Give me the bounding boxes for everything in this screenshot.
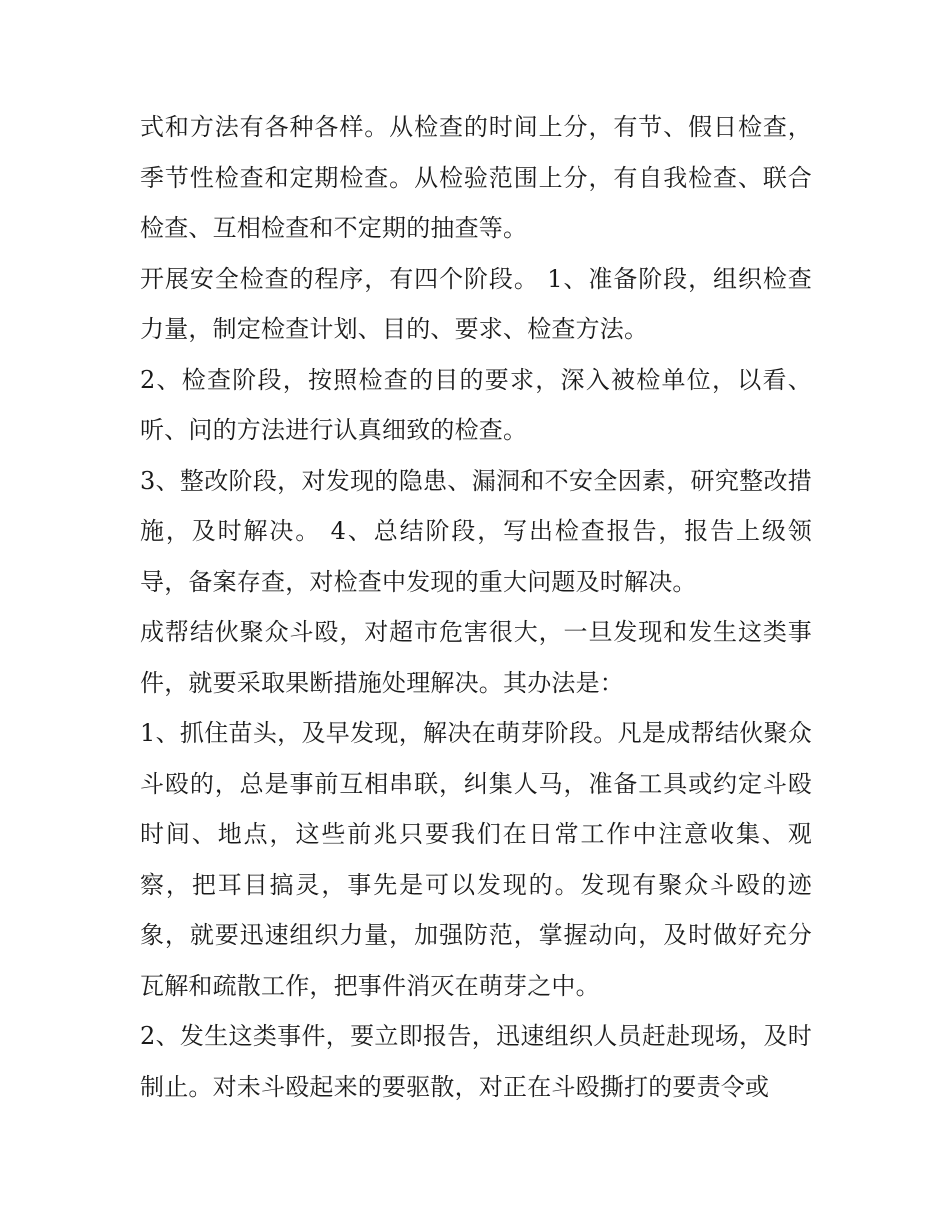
paragraph-early-detection: 1、抓住苗头，及早发现，解决在萌芽阶段。凡是成帮结伙聚众斗殴的，总是事前互相串联，纠集人马，准备工具或约定斗殴时间、地点，这些前兆只要我们在日常工作中注意收集、观察，把耳目搞灵，事先是可以发现的。发现有聚众斗殴的迹象，就要迅速组织力量，加强防范，掌握动向，及时做好充分瓦解和疏散工作，把事件消灭在萌芽之中。: [140, 719, 812, 1000]
paragraph-rectification-stage: 3、整改阶段，对发现的隐患、漏洞和不安全因素，研究整改措施，及时解决。 4、总结阶段，写出检查报告，报告上级领导，备案存查，对检查中发现的重大问题及时解决。: [140, 466, 812, 596]
document-body: [140, 102, 812, 1112]
paragraph-report-and-stop: 2、发生这类事件，要立即报告，迅速组织人员赶赴现场，及时制止。对未斗殴起来的要驱散，对正在斗殴撕打的要责令或: [140, 1022, 812, 1101]
paragraph-inspection-methods: 式和方法有各种各样。从检查的时间上分，有节、假日检查，季节性检查和定期检查。从检验范围上分，有自我检查、联合检查、互相检查和不定期的抽查等。: [140, 113, 812, 242]
paragraph-group-fight-intro: 成帮结伙聚众斗殴，对超市危害很大，一旦发现和发生这类事件，就要采取果断措施处理解决。其办法是：: [140, 618, 812, 697]
paragraph-inspection-procedure: 开展安全检查的程序，有四个阶段。 1、准备阶段，组织检查力量，制定检查计划、目的、要求、检查方法。: [140, 264, 812, 343]
paragraph-inspection-stage: 2、检查阶段，按照检查的目的要求，深入被检单位，以看、听、问的方法进行认真细致的检查。: [140, 365, 812, 444]
